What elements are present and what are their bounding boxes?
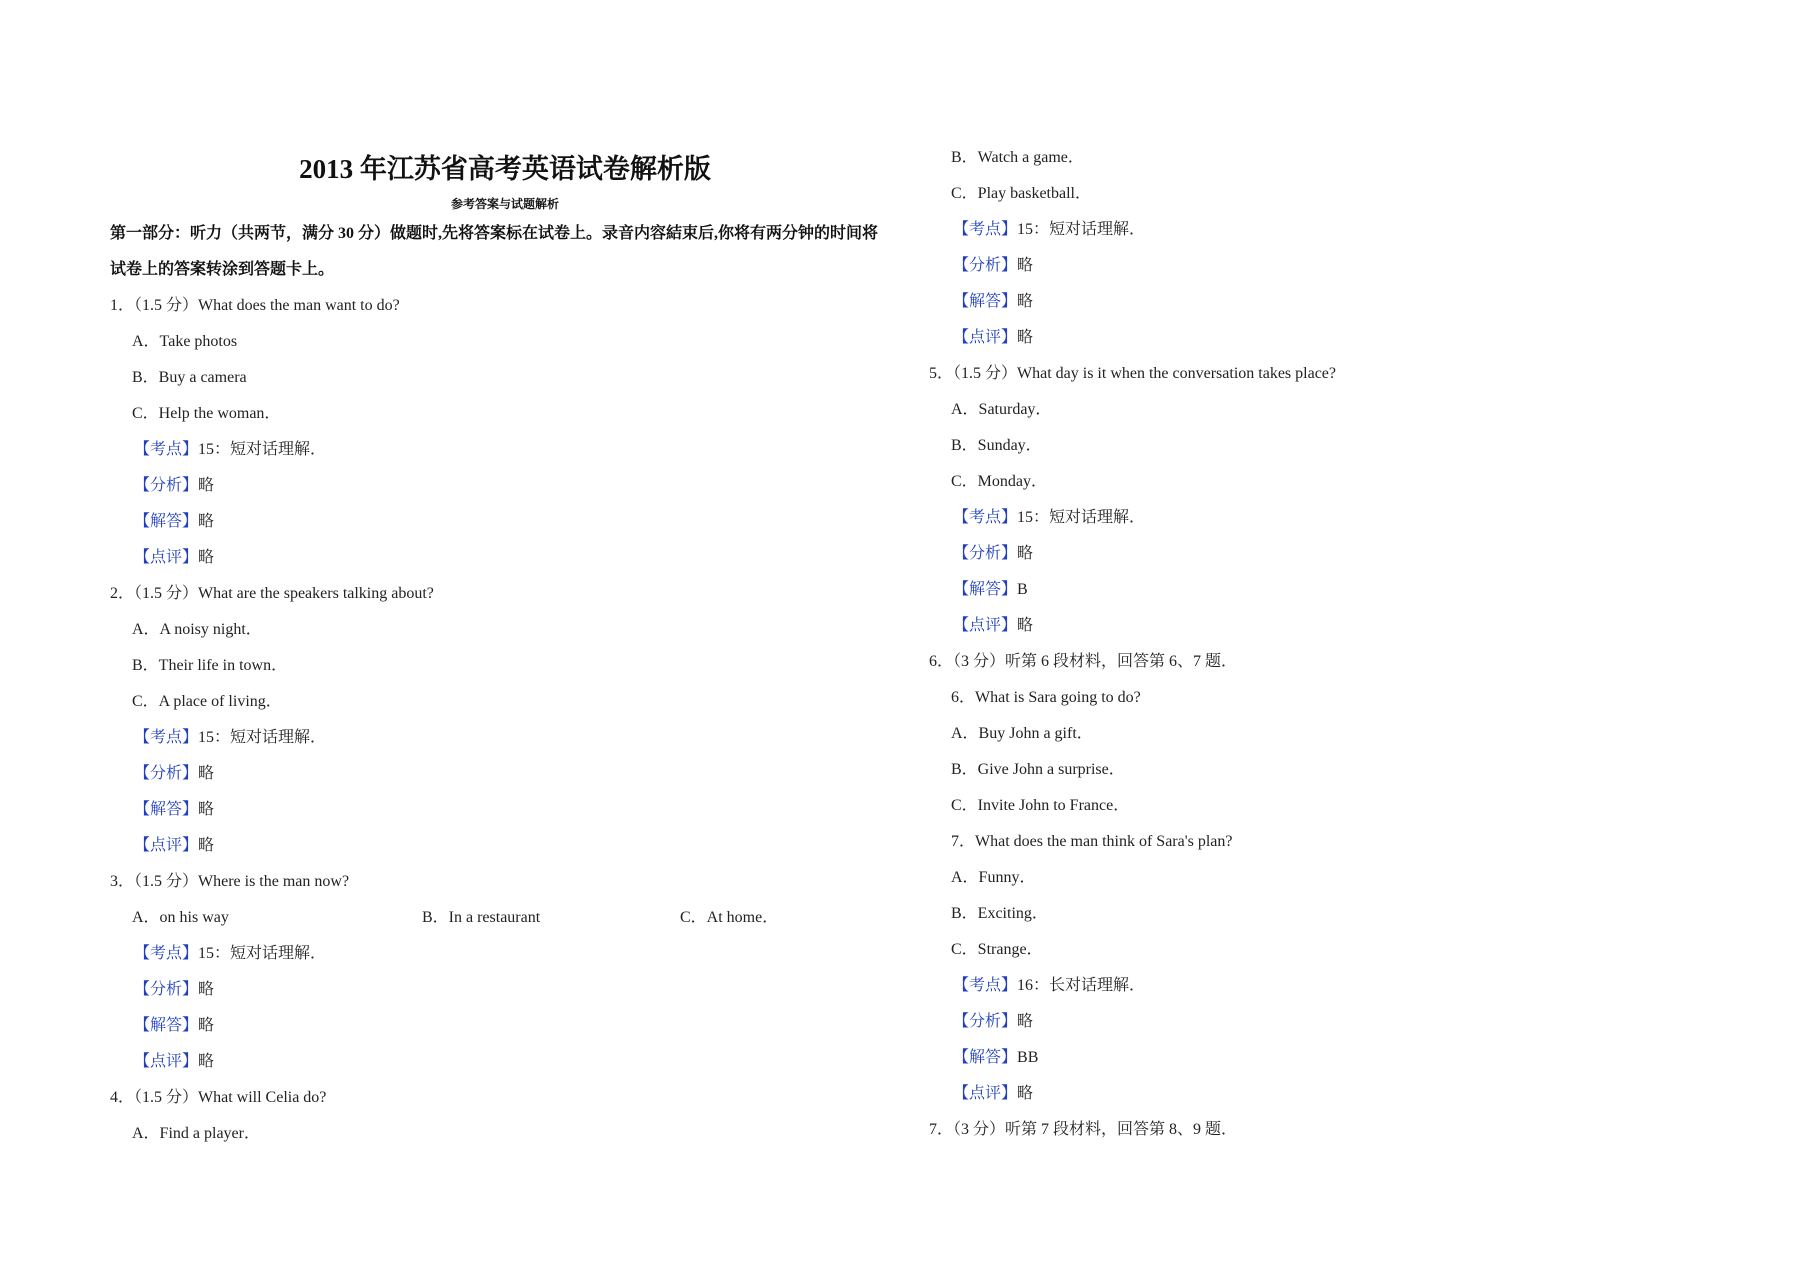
fenxi-label: 【分析】 (953, 1013, 1018, 1030)
option-a: A．A noisy night． (132, 621, 262, 638)
fenxi-label: 【分析】 (953, 257, 1018, 274)
options-row (110, 900, 910, 936)
dianping-line (929, 608, 1729, 644)
jieda-label: 【解答】 (953, 581, 1018, 598)
kaodian-line (110, 720, 910, 756)
dianping-line (929, 320, 1729, 356)
fenxi-value: 略 (198, 981, 215, 998)
fenxi-label: 【分析】 (134, 477, 199, 494)
sub-question-stem: 7．What does the man think of Sara's plan? (951, 833, 1233, 850)
kaodian-value: 15：短对话理解． (1017, 509, 1146, 526)
option-a: A．Take photos (132, 333, 238, 350)
kaodian-value: 15：短对话理解． (198, 729, 327, 746)
fenxi-label: 【分析】 (953, 545, 1018, 562)
kaodian-line (110, 432, 910, 468)
fenxi-line (110, 468, 910, 504)
option-c: C．At home． (680, 909, 779, 926)
fenxi-label: 【分析】 (134, 765, 199, 782)
question-stem: 7．（3 分）听第 7 段材料，回答第 8、9 题． (929, 1121, 1238, 1138)
kaodian-label: 【考点】 (134, 945, 199, 962)
option-b: B．Sunday． (951, 437, 1042, 454)
option-c: C．Play basketball． (951, 185, 1091, 202)
jieda-value: B (1017, 581, 1028, 598)
kaodian-line (929, 500, 1729, 536)
fenxi-line (929, 248, 1729, 284)
jieda-line (110, 792, 910, 828)
option-a: A．Find a player． (132, 1125, 260, 1142)
dianping-label: 【点评】 (134, 837, 199, 854)
jieda-value: 略 (198, 1017, 215, 1034)
right-column (929, 140, 1729, 1148)
document-title: 2013 年江苏省高考英语试卷解析版 (299, 154, 711, 184)
option-b: B．In a restaurant (422, 909, 541, 926)
dianping-value: 略 (1017, 329, 1034, 346)
dianping-value: 略 (198, 837, 215, 854)
jieda-line (929, 284, 1729, 320)
fenxi-value: 略 (1017, 545, 1034, 562)
option-c: C．Invite John to France． (951, 797, 1130, 814)
jieda-line (110, 1008, 910, 1044)
kaodian-value: 15：短对话理解． (1017, 221, 1146, 238)
kaodian-label: 【考点】 (953, 509, 1018, 526)
fenxi-line (929, 536, 1729, 572)
kaodian-label: 【考点】 (953, 977, 1018, 994)
fenxi-line (110, 972, 910, 1008)
sub-question-stem: 6．What is Sara going to do? (951, 689, 1141, 706)
jieda-label: 【解答】 (134, 801, 199, 818)
dianping-label: 【点评】 (953, 617, 1018, 634)
kaodian-line (110, 936, 910, 972)
dianping-label: 【点评】 (953, 1085, 1018, 1102)
jieda-value: 略 (1017, 293, 1034, 310)
option-a: A．Buy John a gift． (951, 725, 1093, 742)
question-stem: 3．（1.5 分）Where is the man now? (110, 873, 350, 890)
section-instructions-line1: 第一部分：听力（共两节，满分 30 分）做题时,先将答案标在试卷上。录音内容結束后,你将有两分钟的时间将 (110, 225, 879, 242)
option-c: C．A place of living． (132, 693, 282, 710)
option-c: C．Monday． (951, 473, 1048, 490)
question-stem: 1．（1.5 分）What does the man want to do? (110, 297, 400, 314)
jieda-line (929, 1040, 1729, 1076)
dianping-label: 【点评】 (134, 549, 199, 566)
kaodian-value: 15：短对话理解． (198, 441, 327, 458)
kaodian-label: 【考点】 (953, 221, 1018, 238)
question-stem: 2．（1.5 分）What are the speakers talking about? (110, 585, 434, 602)
fenxi-value: 略 (198, 477, 215, 494)
fenxi-line (110, 756, 910, 792)
kaodian-value: 16：长对话理解． (1017, 977, 1146, 994)
fenxi-label: 【分析】 (134, 981, 199, 998)
question-stem: 5．（1.5 分）What day is it when the conversation takes place? (929, 365, 1336, 382)
dianping-line (929, 1076, 1729, 1112)
option-a: A．Funny． (951, 869, 1036, 886)
jieda-line (929, 572, 1729, 608)
dianping-line (110, 540, 910, 576)
question-stem: 6．（3 分）听第 6 段材料，回答第 6、7 题． (929, 653, 1238, 670)
option-b: B．Buy a camera (132, 369, 247, 386)
dianping-value: 略 (1017, 1085, 1034, 1102)
jieda-line (110, 504, 910, 540)
kaodian-value: 15：短对话理解． (198, 945, 327, 962)
option-b: B．Their life in town． (132, 657, 288, 674)
dianping-line (110, 828, 910, 864)
left-column (110, 140, 910, 1152)
jieda-label: 【解答】 (953, 1049, 1018, 1066)
fenxi-line (929, 1004, 1729, 1040)
question-stem: 4．（1.5 分）What will Celia do? (110, 1089, 327, 1106)
option-b: B．Watch a game． (951, 149, 1084, 166)
option-b: B．Exciting． (951, 905, 1048, 922)
option-b: B．Give John a surprise． (951, 761, 1125, 778)
option-c: C．Help the woman． (132, 405, 281, 422)
option-a: A．Saturday． (951, 401, 1052, 418)
dianping-line (110, 1044, 910, 1080)
dianping-value: 略 (198, 1053, 215, 1070)
dianping-label: 【点评】 (134, 1053, 199, 1070)
dianping-value: 略 (1017, 617, 1034, 634)
jieda-value: 略 (198, 801, 215, 818)
kaodian-label: 【考点】 (134, 729, 199, 746)
document-subtitle: 参考答案与试题解析 (450, 197, 559, 211)
jieda-value: 略 (198, 513, 215, 530)
section-instructions-line2: 试卷上的答案转涂到答题卡上。 (110, 261, 335, 278)
kaodian-line (929, 968, 1729, 1004)
fenxi-value: 略 (198, 765, 215, 782)
fenxi-value: 略 (1017, 257, 1034, 274)
option-a: A．on his way (132, 909, 229, 926)
dianping-label: 【点评】 (953, 329, 1018, 346)
jieda-label: 【解答】 (953, 293, 1018, 310)
dianping-value: 略 (198, 549, 215, 566)
kaodian-label: 【考点】 (134, 441, 199, 458)
jieda-label: 【解答】 (134, 1017, 199, 1034)
jieda-value: BB (1017, 1049, 1039, 1066)
jieda-label: 【解答】 (134, 513, 199, 530)
kaodian-line (929, 212, 1729, 248)
option-c: C．Strange． (951, 941, 1043, 958)
fenxi-value: 略 (1017, 1013, 1034, 1030)
